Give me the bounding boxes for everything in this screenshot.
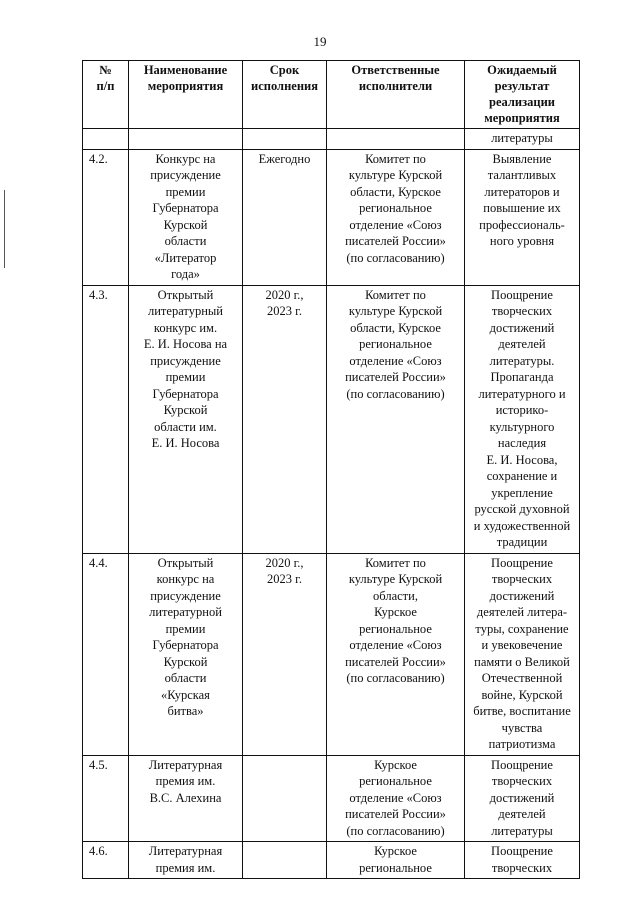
cell-responsible: Комитет по культуре Курской области, Курское региональное отделение «Союз писателей России» (по согласованию) [327,285,465,553]
cell-result: Поощрение творческих достижений деятелей литера- туры, сохранение и увековечение памяти о Великой Отечественной войне, Курской битве, воспитание чувства патриотизма [465,553,580,755]
cell-term: Ежегодно [243,149,327,285]
cell-term [243,755,327,842]
table-row [83,285,580,553]
table-row [83,755,580,842]
header-num: № п/п [83,61,129,129]
cell-num: 4.3. [83,285,129,553]
cell-name: Литературная премия им. В.С. Алехина [129,755,243,842]
cell-empty [327,129,465,150]
cell-result: Выявление талантливых литераторов и повышение их профессиональ- ного уровня [465,149,580,285]
header-term: Срок исполнения [243,61,327,129]
cell-num: 4.4. [83,553,129,755]
cell-result: Поощрение творческих достижений деятелей литературы. Пропаганда литературного и историко- культурного наследия Е. И. Носова, сохранение и укрепление русской духовной и художественной традиции [465,285,580,553]
cell-term [243,842,327,879]
page-number: 19 [313,34,327,49]
cell-term: 2020 г., 2023 г. [243,285,327,553]
cell-responsible: Курское региональное отделение «Союз писателей России» (по согласованию) [327,755,465,842]
continuation-row [83,129,580,150]
cell-name: Открытый конкурс на присуждение литературной премии Губернатора Курской области «Курская битва» [129,553,243,755]
cell-responsible: Комитет по культуре Курской области, Курское региональное отделение «Союз писателей России» (по согласованию) [327,553,465,755]
cell-responsible: Комитет по культуре Курской области, Курское региональное отделение «Союз писателей России» (по согласованию) [327,149,465,285]
cell-empty [243,129,327,150]
cell-result: Поощрение творческих [465,842,580,879]
cell-name: Открытый литературный конкурс им. Е. И. Носова на присуждение премии Губернатора Курской области им. Е. И. Носова [129,285,243,553]
header-responsible: Ответственные исполнители [327,61,465,129]
header-name: Наименование мероприятия [129,61,243,129]
header-result: Ожидаемый результат реализации мероприятия [465,61,580,129]
table-header-row [83,61,580,129]
cell-num: 4.2. [83,149,129,285]
cell-result: Поощрение творческих достижений деятелей литературы [465,755,580,842]
cell-term: 2020 г., 2023 г. [243,553,327,755]
cell-empty [129,129,243,150]
events-table [82,60,580,879]
cell-name: Конкурс на присуждение премии Губернатора Курской области «Литератор года» [129,149,243,285]
cell-num: 4.5. [83,755,129,842]
cell-num: 4.6. [83,842,129,879]
cell-empty [83,129,129,150]
table-row [83,842,580,879]
table-row [83,149,580,285]
cell-name: Литературная премия им. [129,842,243,879]
cell-responsible: Курское региональное [327,842,465,879]
cell-result: литературы [465,129,580,150]
scan-margin-mark [4,190,5,268]
table-row [83,553,580,755]
